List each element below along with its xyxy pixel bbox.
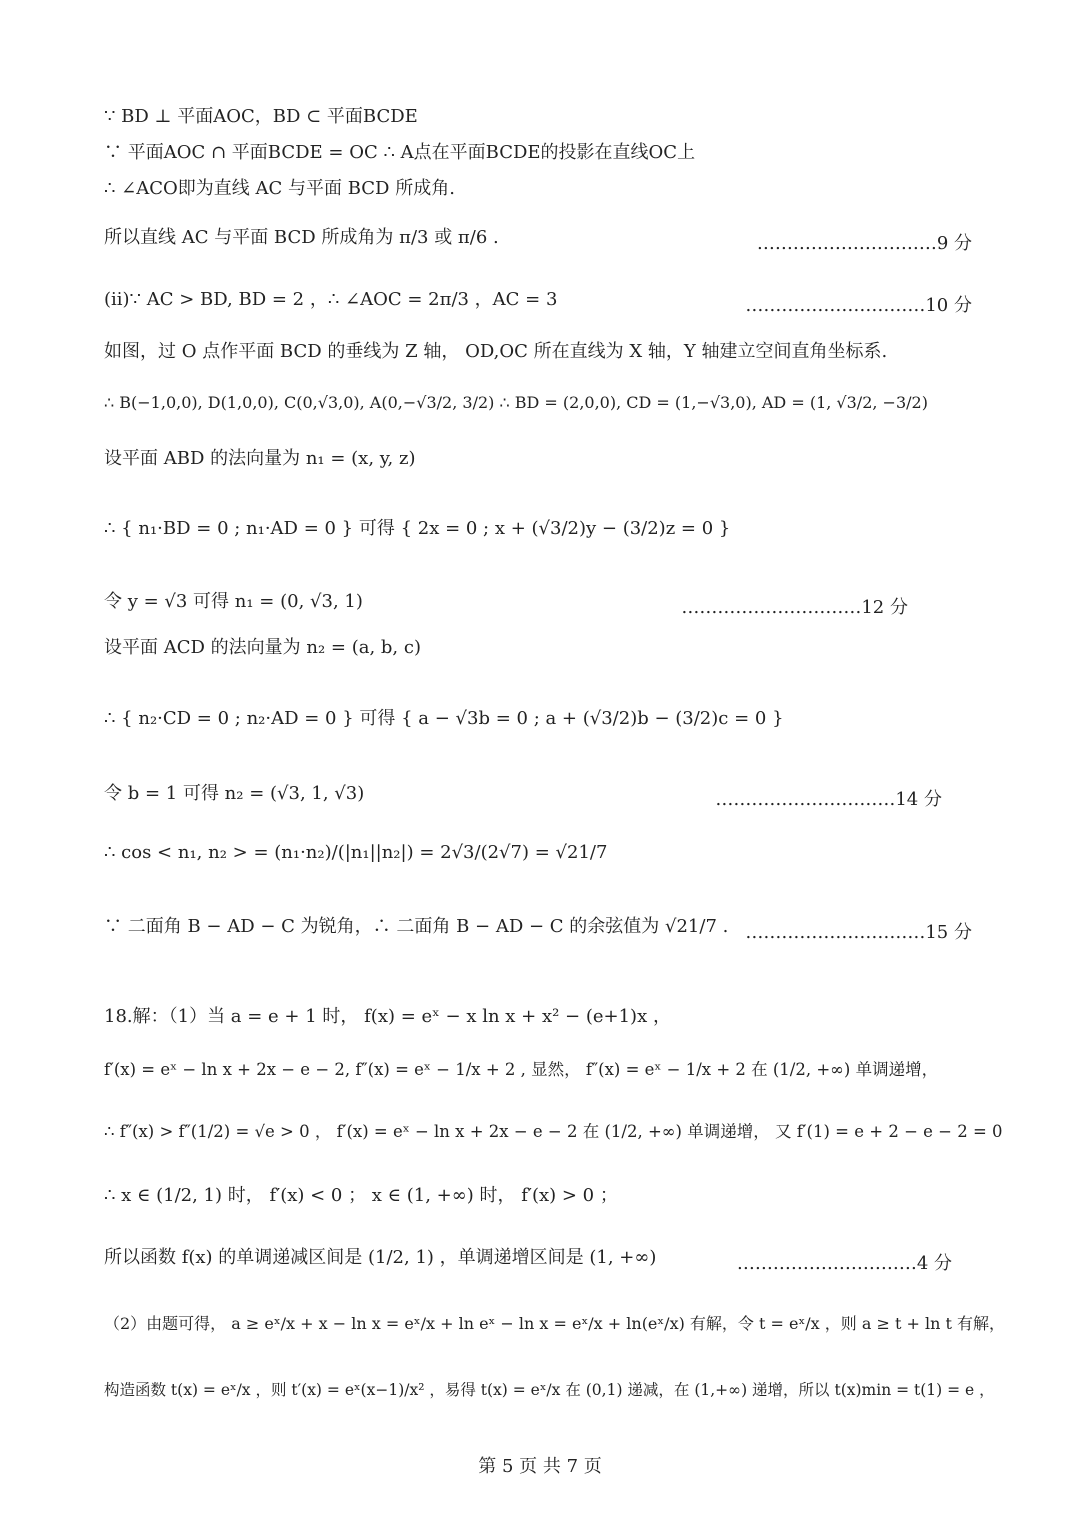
solution-line: 令 y = √3 可得 n₁ = (0, √3, 1)	[104, 591, 363, 612]
solution-line: ∴ B(−1,0,0), D(1,0,0), C(0,√3,0), A(0,−√3/2, 3/2) ∴ BD = (2,0,0), CD = (1,−√3,0), AD = (1, √3/2, −3/2)	[104, 393, 928, 412]
solution-line: 所以函数 f(x) 的单调递减区间是 (1/2, 1) ，单调递增区间是 (1, +∞)	[104, 1247, 657, 1268]
solution-line: ∴ x ∈ (1/2, 1) 时， f′(x) < 0 ； x ∈ (1, +∞) 时， f′(x) > 0 ；	[104, 1185, 618, 1206]
equation-system: ∴ { n₁·BD = 0 ; n₁·AD = 0 } 可得 { 2x = 0 ; x + (√3/2)y − (3/2)z = 0 }	[104, 518, 731, 539]
solution-line: ∴ f″(x) > f″(1/2) = √e > 0 ， f′(x) = eˣ − ln x + 2x − e − 2 在 (1/2, +∞) 单调递增， 又 f′(1) = e + 2 − e − 2 = 0	[104, 1122, 1003, 1141]
solution-line: （2）由题可得， a ≥ eˣ/x + x − ln x = eˣ/x + ln eˣ − ln x = eˣ/x + ln(eˣ/x) 有解，令 t = eˣ/x ，则 a ≥ t + ln t 有解，	[104, 1314, 1006, 1333]
page-footer: 第 5 页 共 7 页	[478, 1456, 602, 1477]
solution-line: 如图，过 O 点作平面 BCD 的垂线为 Z 轴， OD,OC 所在直线为 X 轴，Y 轴建立空间直角坐标系.	[104, 341, 888, 362]
solution-line: 设平面 ABD 的法向量为 n₁ = (x, y, z)	[104, 448, 416, 469]
solution-line: ∵ 二面角 B − AD − C 为锐角，∴ 二面角 B − AD − C 的余弦值为 √21/7 .	[104, 916, 729, 937]
score-marker: …………………………4 分	[736, 1253, 952, 1274]
score-marker: …………………………15 分	[745, 922, 972, 943]
score-marker: …………………………10 分	[745, 295, 972, 316]
solution-line: ∵ 平面AOC ∩ 平面BCDE = OC ∴ A点在平面BCDE的投影在直线OC上	[104, 142, 696, 163]
solution-line: ∴ ∠ACO即为直线 AC 与平面 BCD 所成角.	[104, 178, 455, 199]
score-marker: …………………………12 分	[681, 597, 908, 618]
solution-line: 构造函数 t(x) = eˣ/x ，则 t′(x) = eˣ(x−1)/x² ，易得 t(x) = eˣ/x 在 (0,1) 递减，在 (1,+∞) 递增，所以 t(x)min = t(1) = e ，	[104, 1381, 995, 1399]
solution-line: 令 b = 1 可得 n₂ = (√3, 1, √3)	[104, 783, 365, 804]
score-marker: …………………………14 分	[715, 789, 942, 810]
score-marker: …………………………9 分	[756, 233, 972, 254]
solution-line: 设平面 ACD 的法向量为 n₂ = (a, b, c)	[104, 637, 421, 658]
equation-system: ∴ { n₂·CD = 0 ; n₂·AD = 0 } 可得 { a − √3b = 0 ; a + (√3/2)b − (3/2)c = 0 }	[104, 708, 784, 729]
solution-line: ∵ BD ⊥ 平面AOC，BD ⊂ 平面BCDE	[104, 106, 418, 127]
solution-line: 所以直线 AC 与平面 BCD 所成角为 π/3 或 π/6 .	[104, 227, 499, 248]
solution-line: 18.解：（1）当 a = e + 1 时， f(x) = eˣ − x ln x + x² − (e+1)x ，	[104, 1006, 671, 1027]
solution-line: f′(x) = eˣ − ln x + 2x − e − 2, f″(x) = eˣ − 1/x + 2 , 显然， f″(x) = eˣ − 1/x + 2 在 (1/2, +∞) 单调递增，	[104, 1060, 939, 1079]
solution-line: ∴ cos < n₁, n₂ > = (n₁·n₂)/(|n₁||n₂|) = 2√3/(2√7) = √21/7	[104, 842, 608, 863]
solution-line: (ii)∵ AC > BD, BD = 2 ，∴ ∠AOC = 2π/3 ，AC = 3	[104, 289, 558, 310]
